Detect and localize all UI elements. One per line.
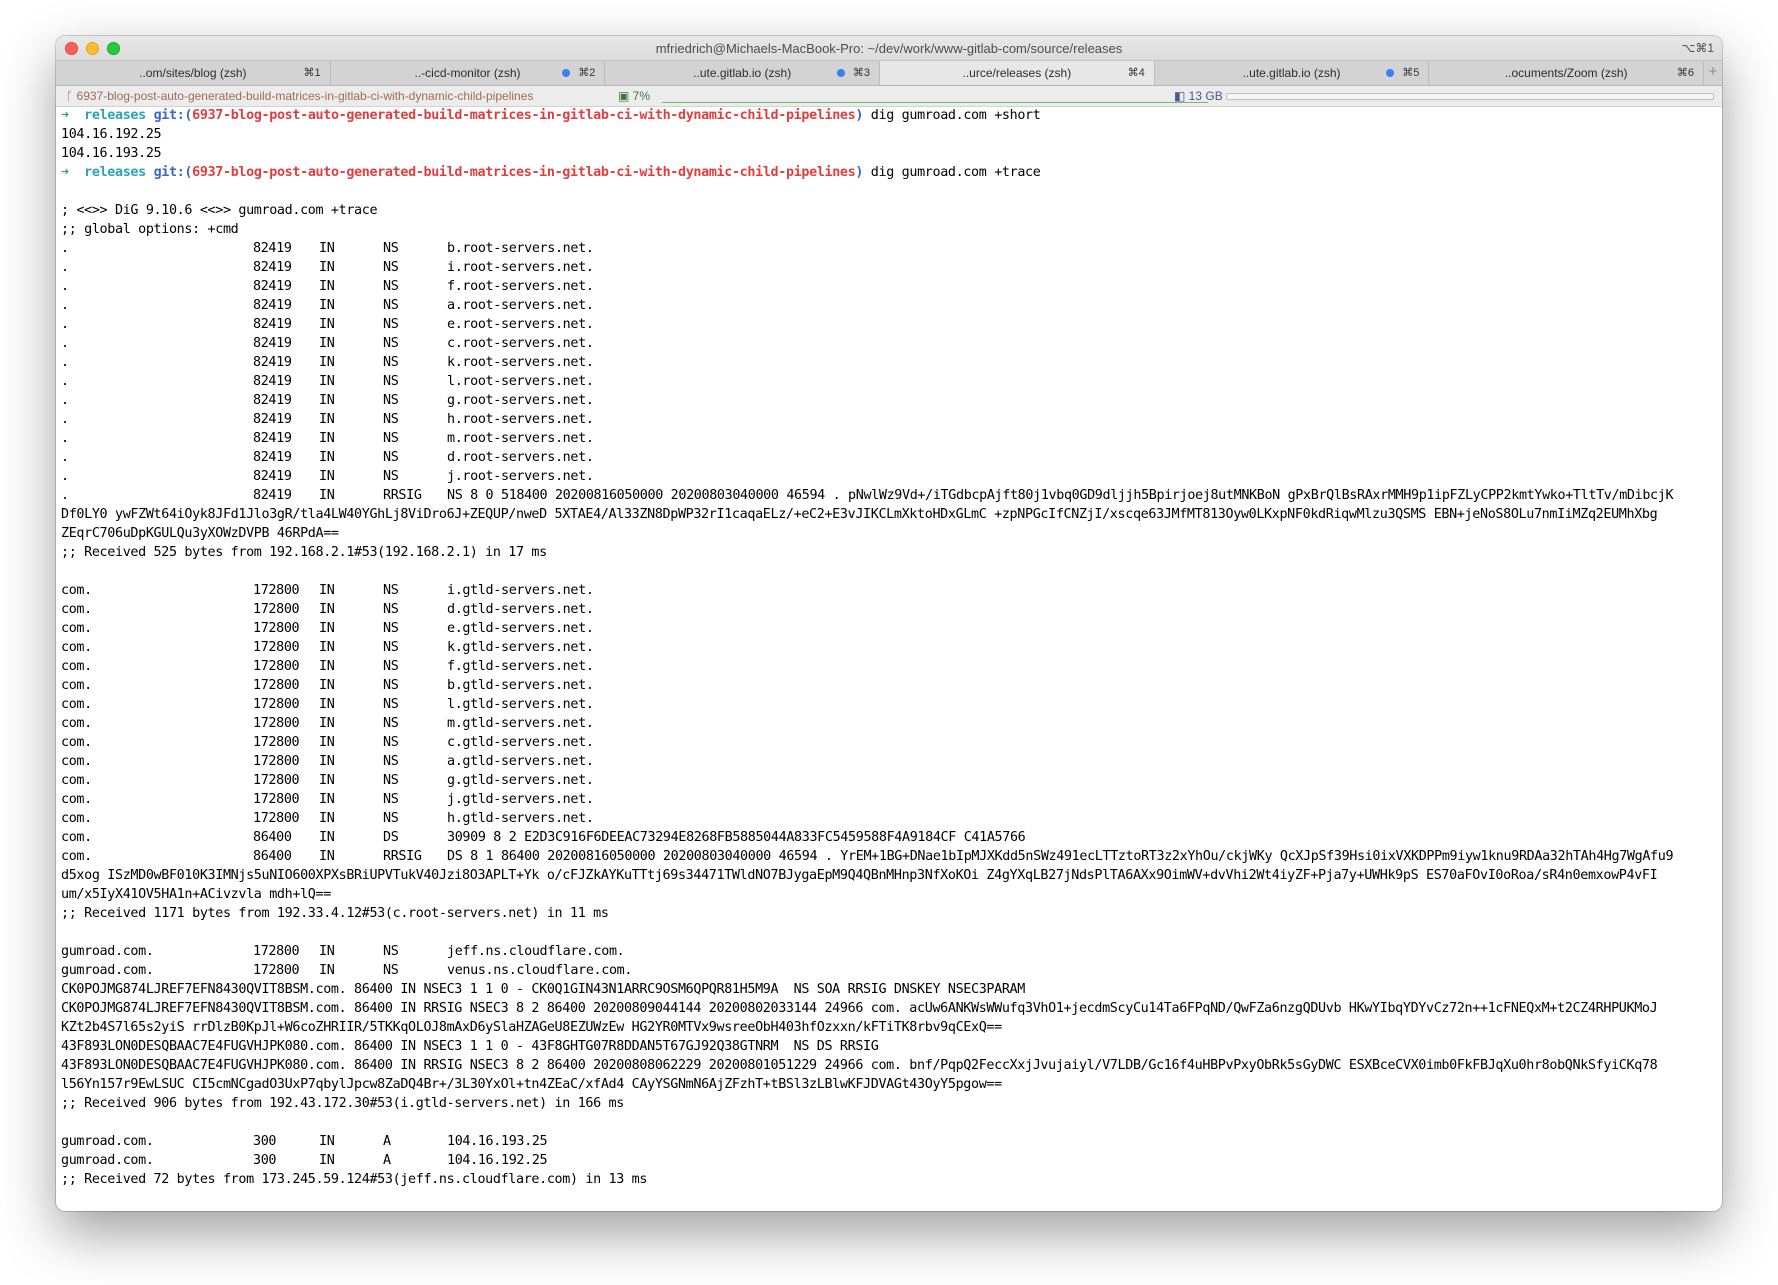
record-data: g.root-servers.net. — [447, 393, 594, 408]
tab-shortcut: ⌘3 — [852, 67, 871, 79]
record-type: NS — [383, 469, 399, 484]
record-data: d.gtld-servers.net. — [447, 602, 594, 617]
received-line: ;; Received 72 bytes from 173.245.59.124#53(jeff.ns.cloudflare.com) in 13 ms — [61, 1172, 648, 1187]
prompt-line — [61, 163, 1717, 182]
status-cpu — [618, 89, 650, 103]
record-ttl: 82419 — [253, 412, 292, 427]
record-name: gumroad.com. — [61, 963, 154, 978]
dns-record — [61, 790, 1717, 809]
record-class: IN — [319, 849, 335, 864]
record-class: IN — [319, 488, 335, 503]
record-name: . — [61, 431, 69, 446]
record-ttl: 82419 — [253, 260, 292, 275]
record-data: j.root-servers.net. — [447, 469, 594, 484]
record-data: g.gtld-servers.net. — [447, 773, 594, 788]
record-class: IN — [319, 412, 335, 427]
record-class: IN — [319, 450, 335, 465]
dns-record — [61, 296, 1717, 315]
record-class: IN — [319, 317, 335, 332]
cpu-graph — [662, 99, 1208, 103]
tab-4[interactable] — [880, 61, 1155, 85]
record-type: RRSIG — [383, 849, 422, 864]
dns-record — [61, 315, 1717, 334]
output-line: ; <<>> DiG 9.10.6 <<>> gumroad.com +trace — [61, 203, 378, 218]
window-shortcut: ⌥⌘1 — [1681, 41, 1714, 55]
dns-record — [61, 448, 1717, 467]
dns-record — [61, 752, 1717, 771]
record-name: . — [61, 317, 69, 332]
prompt-branch: 6937-blog-post-auto-generated-build-matrices-in-gitlab-ci-with-dynamic-child-pipelines — [192, 108, 856, 123]
activity-dot-icon — [562, 69, 570, 77]
record-ttl: 86400 — [253, 830, 292, 845]
record-class: IN — [319, 279, 335, 294]
record-ttl: 172800 — [253, 602, 300, 617]
record-ttl: 172800 — [253, 773, 300, 788]
record-data: venus.ns.cloudflare.com. — [447, 963, 633, 978]
record-name: gumroad.com. — [61, 944, 154, 959]
record-name: . — [61, 374, 69, 389]
record-name: . — [61, 488, 69, 503]
record-ttl: 172800 — [253, 963, 300, 978]
blank-line — [61, 923, 1717, 942]
record-ttl: 172800 — [253, 735, 300, 750]
record-name: . — [61, 260, 69, 275]
record-class: IN — [319, 431, 335, 446]
record-data: 104.16.193.25 — [447, 1134, 548, 1149]
record-type: NS — [383, 450, 399, 465]
record-ttl: 82419 — [253, 279, 292, 294]
record-name: com. — [61, 621, 92, 636]
new-tab-button[interactable]: + — [1708, 63, 1718, 80]
record-name: com. — [61, 602, 92, 617]
record-data: m.gtld-servers.net. — [447, 716, 594, 731]
record-type: NS — [383, 412, 399, 427]
record-ttl: 82419 — [253, 241, 292, 256]
record-class: IN — [319, 1134, 335, 1149]
nsec-line: CK0POJMG874LJREF7EFN8430QVIT8BSM.com. 86400 IN RRSIG NSEC3 8 2 86400 20200809044144 20200802033144 24966 com. acUw6ANKWsWWufq3VhO1+jecdmScyCu14Ta6FPqND/QwFZa6nzgQDUvb HKwYIbqYDYvCz72n++1cFNEQxM+t2CZ4RHPUKMoJ — [61, 1001, 1658, 1016]
window-title: mfriedrich@Michaels-MacBook-Pro: ~/dev/work/www-gitlab-com/source/releases — [655, 41, 1123, 56]
tab-shortcut: ⌘4 — [1127, 67, 1145, 79]
record-class: IN — [319, 678, 335, 693]
terminal-output[interactable] — [61, 106, 1717, 1189]
record-type: RRSIG — [383, 488, 422, 503]
record-class: IN — [319, 716, 335, 731]
nsec-line: CK0POJMG874LJREF7EFN8430QVIT8BSM.com. 86400 IN NSEC3 1 1 0 - CK0Q1GIN43N1ARRC9OSM6QPQR81H5M9A NS SOA RRSIG DNSKEY NSEC3PARAM — [61, 982, 1025, 997]
record-type: NS — [383, 735, 399, 750]
wrapped-line: ZEqrC706uDpKGULQu3yXOWzDVPB 46RPdA== — [61, 526, 339, 541]
record-class: IN — [319, 583, 335, 598]
record-type: NS — [383, 659, 399, 674]
memory-icon: ◧ — [1174, 89, 1189, 103]
activity-dot-icon — [1386, 69, 1394, 77]
record-name: com. — [61, 849, 92, 864]
dns-record — [61, 239, 1717, 258]
dns-record — [61, 391, 1717, 410]
dns-record — [61, 581, 1717, 600]
record-ttl: 82419 — [253, 393, 292, 408]
dns-record — [61, 619, 1717, 638]
dns-record — [61, 1132, 1717, 1151]
record-class: IN — [319, 754, 335, 769]
record-name: com. — [61, 792, 92, 807]
record-type: NS — [383, 754, 399, 769]
record-class: IN — [319, 355, 335, 370]
prompt-line — [61, 106, 1717, 125]
record-ttl: 172800 — [253, 792, 300, 807]
cpu-icon: ▣ — [618, 89, 633, 103]
received-line: ;; Received 906 bytes from 192.43.172.30#53(i.gtld-servers.net) in 166 ms — [61, 1096, 624, 1111]
record-name: gumroad.com. — [61, 1153, 154, 1168]
record-data: 30909 8 2 E2D3C916F6DEEAC73294E8268FB5885044A833FC5459588F4A9184CF C41A5766 — [447, 830, 1026, 845]
record-name: . — [61, 393, 69, 408]
wrapped-line: um/x5IyX41OV5HA1n+ACivzvla mdh+lQ== — [61, 887, 331, 902]
nsec-line: 43F893LON0DESQBAAC7E4FUGVHJPK080.com. 86400 IN NSEC3 1 1 0 - 43F8GHTG07R8DDAN5T67GJ92Q38GTNRM NS DS RRSIG — [61, 1039, 879, 1054]
record-name: com. — [61, 678, 92, 693]
blank-line — [61, 1113, 1717, 1132]
tab-label: ..ute.gitlab.io (zsh) — [693, 66, 792, 80]
record-name: com. — [61, 659, 92, 674]
record-ttl: 82419 — [253, 355, 292, 370]
prompt-command: dig gumroad.com +short — [863, 108, 1041, 123]
output-line: 104.16.192.25 — [61, 127, 162, 142]
dns-record — [61, 771, 1717, 790]
record-class: IN — [319, 621, 335, 636]
dns-record — [61, 638, 1717, 657]
record-ttl: 172800 — [253, 716, 300, 731]
prompt-dir: releases — [84, 108, 146, 123]
dns-record — [61, 714, 1717, 733]
record-class: IN — [319, 944, 335, 959]
record-ttl: 86400 — [253, 849, 292, 864]
record-type: NS — [383, 583, 399, 598]
tab-label: ..ute.gitlab.io (zsh) — [1242, 66, 1341, 80]
record-name: com. — [61, 640, 92, 655]
record-ttl: 82419 — [253, 336, 292, 351]
record-type: NS — [383, 260, 399, 275]
blank-line — [61, 562, 1717, 581]
record-name: . — [61, 355, 69, 370]
nsec-line: KZt2b4S7l65s2yiS rrDlzB0KpJl+W6coZHRIIR/5TKKqOLOJ8mAxD6ySlaHZAGeU8EZUWzEw HG2YR0MTVx9wsreeObH403hfOzxxn/kFTiTK8rbv9qCExQ== — [61, 1020, 1002, 1035]
blank-line — [61, 182, 1717, 201]
record-ttl: 82419 — [253, 450, 292, 465]
record-data: i.gtld-servers.net. — [447, 583, 594, 598]
record-data: 104.16.192.25 — [447, 1153, 548, 1168]
output-line: 104.16.193.25 — [61, 146, 162, 161]
record-type: A — [383, 1134, 391, 1149]
record-ttl: 172800 — [253, 583, 300, 598]
record-ttl: 82419 — [253, 431, 292, 446]
record-name: . — [61, 412, 69, 427]
dns-record — [61, 334, 1717, 353]
tab-1[interactable] — [56, 61, 331, 85]
record-name: com. — [61, 697, 92, 712]
tab-shortcut: ⌘6 — [1676, 67, 1695, 79]
record-data: a.gtld-servers.net. — [447, 754, 594, 769]
prompt-git-open: git:( — [153, 165, 193, 180]
cpu-value: 7% — [632, 89, 651, 103]
record-type: NS — [383, 640, 399, 655]
record-name: . — [61, 450, 69, 465]
record-class: IN — [319, 811, 335, 826]
record-ttl: 82419 — [253, 469, 292, 484]
dns-record — [61, 676, 1717, 695]
record-data: NS 8 0 518400 20200816050000 20200803040000 46594 . pNwlWz9Vd+/iTGdbcpAjft80j1vbq0GD9dljjh5Bpirjoej8utMNKBoN gPxBrQlBsRAxrMMH9p1ipFZLyCPP2kmtYwko+TltTv/mDibcjK — [447, 488, 1674, 503]
record-name: gumroad.com. — [61, 1134, 154, 1149]
record-class: IN — [319, 697, 335, 712]
record-type: NS — [383, 317, 399, 332]
record-data: j.gtld-servers.net. — [447, 792, 594, 807]
record-ttl: 82419 — [253, 317, 292, 332]
record-class: IN — [319, 640, 335, 655]
record-ttl: 300 — [253, 1153, 277, 1168]
dns-record — [61, 828, 1717, 847]
record-class: IN — [319, 659, 335, 674]
record-type: NS — [383, 374, 399, 389]
prompt-git-close: ) — [855, 108, 864, 123]
record-ttl: 82419 — [253, 374, 292, 389]
dns-record — [61, 277, 1717, 296]
record-ttl: 172800 — [253, 697, 300, 712]
record-data: e.root-servers.net. — [447, 317, 594, 332]
record-ttl: 172800 — [253, 944, 300, 959]
record-class: IN — [319, 1153, 335, 1168]
record-type: NS — [383, 944, 399, 959]
record-name: . — [61, 241, 69, 256]
tab-2[interactable] — [331, 61, 606, 85]
record-class: IN — [319, 393, 335, 408]
record-type: NS — [383, 241, 399, 256]
nsec-line: l56Yn157r9EwLSUC CI5cmNCgadO3UxP7qbylJpcw8ZaDQ4Br+/3L30YxOl+tn4ZEaC/xfAd4 CAyYSGNmN6AjZFzhT+tBSl3zLBlwKFJDVAGt43OyY5pgow== — [61, 1077, 1002, 1092]
record-data: i.root-servers.net. — [447, 260, 594, 275]
memory-value: 13 GB — [1188, 89, 1223, 103]
record-type: NS — [383, 773, 399, 788]
record-ttl: 172800 — [253, 811, 300, 826]
record-ttl: 82419 — [253, 488, 292, 503]
record-name: com. — [61, 830, 92, 845]
prompt-git-close: ) — [855, 165, 864, 180]
record-class: IN — [319, 792, 335, 807]
dns-record — [61, 486, 1717, 505]
record-type: NS — [383, 811, 399, 826]
record-class: IN — [319, 241, 335, 256]
record-type: NS — [383, 621, 399, 636]
record-data: k.root-servers.net. — [447, 355, 594, 370]
tab-bar — [56, 60, 1722, 86]
record-data: c.gtld-servers.net. — [447, 735, 594, 750]
tab-shortcut: ⌘2 — [578, 67, 596, 79]
record-class: IN — [319, 336, 335, 351]
dns-record — [61, 695, 1717, 714]
dns-record — [61, 429, 1717, 448]
dns-record — [61, 847, 1717, 866]
prompt-arrow-icon: ➜ — [61, 108, 69, 123]
record-class: IN — [319, 963, 335, 978]
record-ttl: 82419 — [253, 298, 292, 313]
record-ttl: 172800 — [253, 621, 300, 636]
record-class: IN — [319, 830, 335, 845]
dns-record — [61, 942, 1717, 961]
record-class: IN — [319, 735, 335, 750]
record-class: IN — [319, 773, 335, 788]
record-type: NS — [383, 716, 399, 731]
dns-record — [61, 809, 1717, 828]
dns-record — [61, 258, 1717, 277]
title-bar — [56, 36, 1722, 60]
prompt-branch: 6937-blog-post-auto-generated-build-matrices-in-gitlab-ci-with-dynamic-child-pipelines — [192, 165, 856, 180]
record-type: NS — [383, 393, 399, 408]
dns-record — [61, 467, 1717, 486]
record-data: k.gtld-servers.net. — [447, 640, 594, 655]
tab-shortcut: ⌘1 — [303, 67, 321, 79]
record-data: d.root-servers.net. — [447, 450, 594, 465]
record-ttl: 172800 — [253, 754, 300, 769]
record-name: com. — [61, 811, 92, 826]
record-data: DS 8 1 86400 20200816050000 20200803040000 46594 . YrEM+1BG+DNae1bIpMJXKdd5nSWz491ecLTTztoRT3z2xYhOu/ckjWKy QcXJpSf39Hsi0ixVXKDPPm9iyw1knu9RDAa32hTAh4Hg7WgAfu9 — [447, 849, 1674, 864]
dns-record — [61, 372, 1717, 391]
record-data: l.gtld-servers.net. — [447, 697, 594, 712]
record-data: h.root-servers.net. — [447, 412, 594, 427]
wrapped-line: Df0LY0 ywFZWt64iOyk8JFd1Jlo3gR/tla4LW40YGhLj8ViDro6J+ZEQUP/nweD 5XTAE4/Al33ZN8DpWP32rI1caqaELz/+eC2+E3vJIKCLmXktoHDxGLmC +zpNPGcIfCNZjI/xscqe63JMfMT813Oyw0LKxpNF0kdRiqwMlzu3QSMS EBN+jeNoS8OLu7nmIiMZq2EUMhXbg — [61, 507, 1658, 522]
dns-record — [61, 961, 1717, 980]
received-line: ;; Received 1171 bytes from 192.33.4.12#53(c.root-servers.net) in 11 ms — [61, 906, 609, 921]
received-line: ;; Received 525 bytes from 192.168.2.1#53(192.168.2.1) in 17 ms — [61, 545, 547, 560]
output-line: ;; global options: +cmd — [61, 222, 239, 237]
status-bar — [56, 86, 1722, 107]
tab-shortcut: ⌘5 — [1402, 67, 1420, 79]
record-type: NS — [383, 336, 399, 351]
record-ttl: 172800 — [253, 678, 300, 693]
dns-record — [61, 733, 1717, 752]
record-name: com. — [61, 773, 92, 788]
prompt-dir: releases — [84, 165, 146, 180]
record-class: IN — [319, 469, 335, 484]
tab-label: ..om/sites/blog (zsh) — [139, 66, 247, 80]
dns-record — [61, 600, 1717, 619]
record-name: com. — [61, 735, 92, 750]
record-class: IN — [319, 374, 335, 389]
status-git-branch: ᚴ 6937-blog-post-auto-generated-build-matrices-in-gitlab-ci-with-dynamic-child-pipelines — [66, 89, 534, 103]
tab-6[interactable] — [1429, 61, 1704, 85]
dns-record — [61, 1151, 1717, 1170]
tab-label: ..urce/releases (zsh) — [962, 66, 1072, 80]
record-name: com. — [61, 716, 92, 731]
record-type: A — [383, 1153, 391, 1168]
record-data: m.root-servers.net. — [447, 431, 594, 446]
record-type: NS — [383, 678, 399, 693]
prompt-arrow-icon: ➜ — [61, 165, 69, 180]
record-type: NS — [383, 792, 399, 807]
record-ttl: 300 — [253, 1134, 277, 1149]
record-type: NS — [383, 697, 399, 712]
record-data: b.root-servers.net. — [447, 241, 594, 256]
wrapped-line: d5xog ISzMD0wBF010K3IMNjs5uNIO600XPXsBRiUPVTukV40Jzi8O3APLT+Yk o/cFJZkAYKuTTtj69s34471TWldNO7BJygaEpM9Q4QBnMHnp3NfXoKOi Z4gYXqLB27jNdsPlTA6AXx9OimWV+dvVhi2Wt4iyZF+Pja7y+UWHk9pS ES70aFOvI0oRoa/sR4n0emxowP4vFI — [61, 868, 1658, 883]
record-name: . — [61, 469, 69, 484]
record-data: h.gtld-servers.net. — [447, 811, 594, 826]
record-data: a.root-servers.net. — [447, 298, 594, 313]
record-type: NS — [383, 355, 399, 370]
terminal-window — [56, 36, 1722, 1211]
dns-record — [61, 353, 1717, 372]
record-name: . — [61, 298, 69, 313]
record-class: IN — [319, 260, 335, 275]
record-type: NS — [383, 602, 399, 617]
record-class: IN — [319, 602, 335, 617]
record-data: c.root-servers.net. — [447, 336, 594, 351]
record-data: b.gtld-servers.net. — [447, 678, 594, 693]
dns-record — [61, 657, 1717, 676]
record-type: NS — [383, 963, 399, 978]
record-name: com. — [61, 583, 92, 598]
record-data: jeff.ns.cloudflare.com. — [447, 944, 625, 959]
record-type: DS — [383, 830, 399, 845]
tab-label: ..-cicd-monitor (zsh) — [414, 66, 521, 80]
tab-3[interactable] — [605, 61, 880, 85]
activity-dot-icon — [837, 69, 845, 77]
record-class: IN — [319, 298, 335, 313]
tab-5[interactable] — [1155, 61, 1430, 85]
record-data: e.gtld-servers.net. — [447, 621, 594, 636]
record-type: NS — [383, 298, 399, 313]
prompt-command: dig gumroad.com +trace — [863, 165, 1041, 180]
record-name: . — [61, 336, 69, 351]
record-data: f.root-servers.net. — [447, 279, 594, 294]
status-memory — [1174, 89, 1223, 103]
record-ttl: 172800 — [253, 659, 300, 674]
record-name: . — [61, 279, 69, 294]
memory-bar — [1226, 93, 1714, 100]
prompt-git-open: git:( — [153, 108, 193, 123]
record-name: com. — [61, 754, 92, 769]
nsec-line: 43F893LON0DESQBAAC7E4FUGVHJPK080.com. 86400 IN RRSIG NSEC3 8 2 86400 20200808062229 20200801051229 24966 com. bnf/PqpQ2FeccXxjJvujaiyl/V7LDB/Gc16f4uHBPvPxyObRk5sGyDWC ESXBceCVX0imb0FkFBJqXu0hr8obQNkSfyiCKq78 — [61, 1058, 1658, 1073]
record-type: NS — [383, 279, 399, 294]
dns-record — [61, 410, 1717, 429]
record-type: NS — [383, 431, 399, 446]
tab-label: ..ocuments/Zoom (zsh) — [1504, 66, 1628, 80]
record-data: f.gtld-servers.net. — [447, 659, 594, 674]
record-ttl: 172800 — [253, 640, 300, 655]
record-data: l.root-servers.net. — [447, 374, 594, 389]
